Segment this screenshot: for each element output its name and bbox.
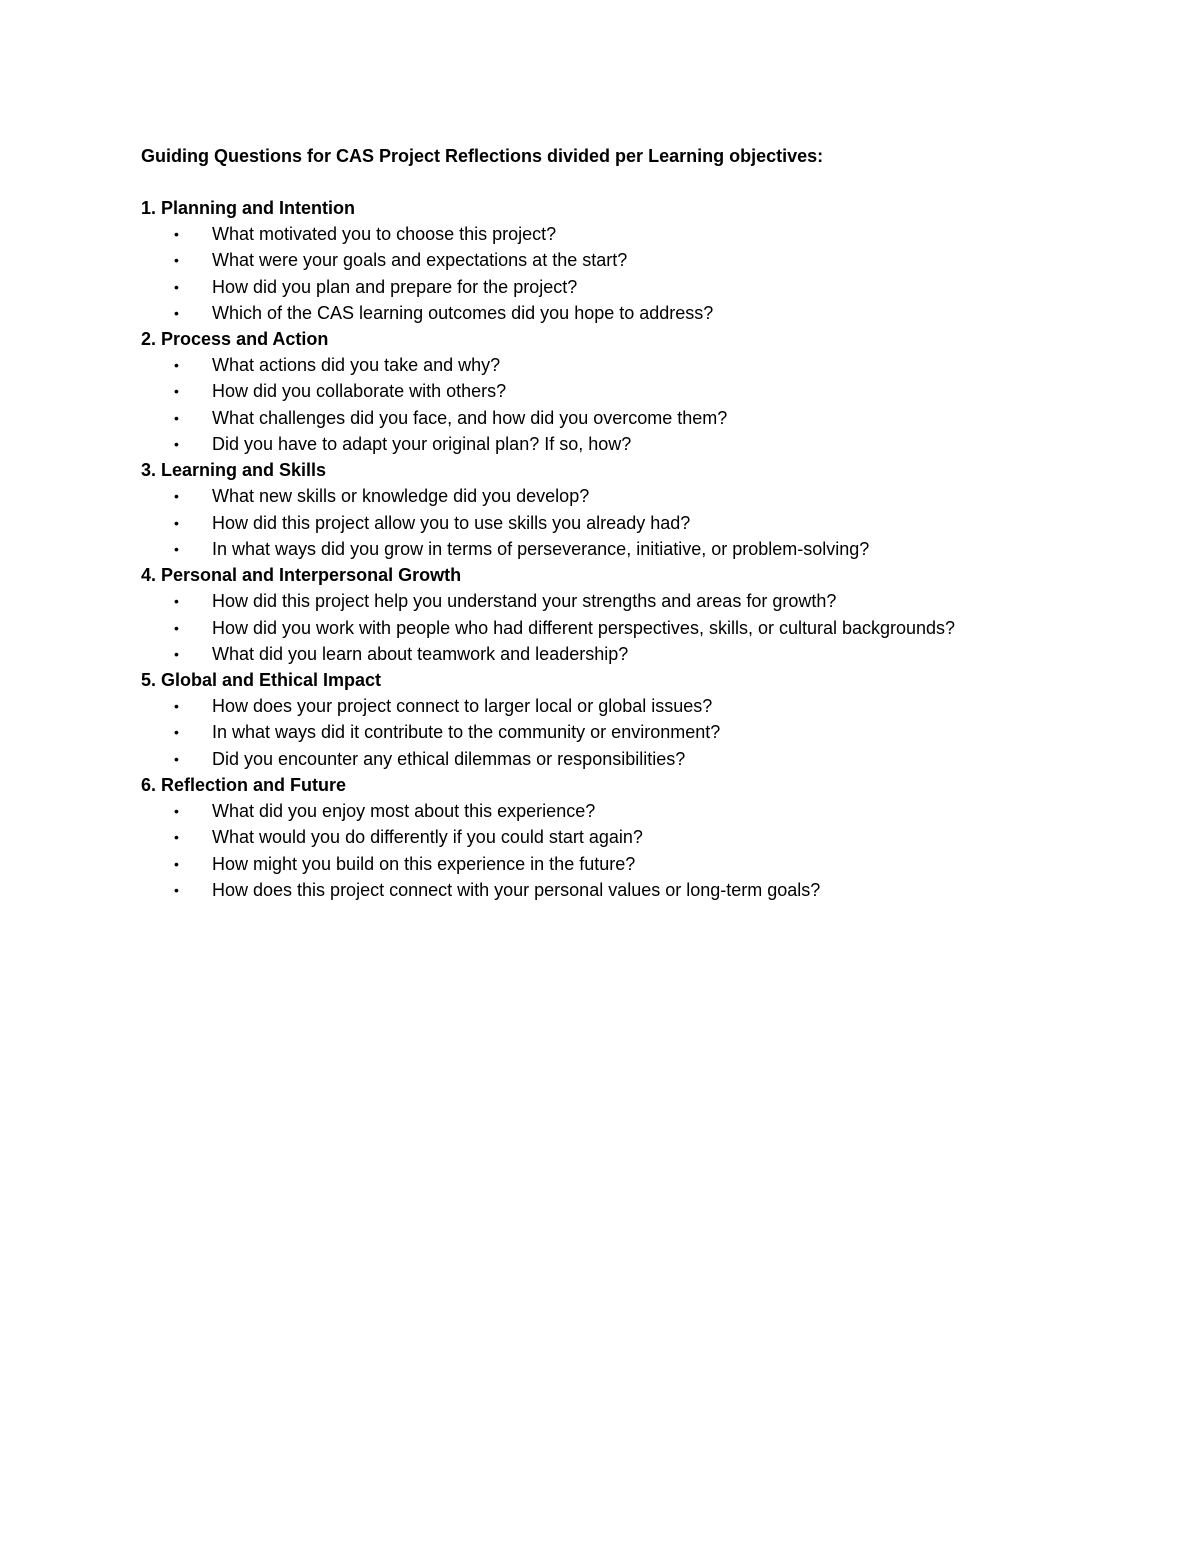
bullet-icon: •	[174, 226, 179, 242]
section-heading: 2. Process and Action	[141, 329, 329, 350]
question-item	[141, 746, 1141, 772]
bullet-icon: •	[174, 829, 179, 846]
bullet-icon: •	[174, 488, 179, 505]
bullet-icon: •	[174, 855, 179, 872]
section-heading: 4. Personal and Interpersonal Growth	[141, 565, 462, 586]
question-item	[141, 431, 1141, 457]
bullet-icon: •	[174, 881, 179, 898]
question-list	[141, 221, 1141, 326]
question-item	[141, 378, 1141, 404]
question-item	[141, 510, 1141, 536]
question-item	[141, 851, 1141, 877]
question-text: Which of the CAS learning outcomes did you hope to address?	[212, 302, 714, 323]
section-process-and-action	[141, 326, 1141, 457]
question-item	[141, 247, 1141, 273]
bullet-icon: •	[174, 383, 179, 400]
question-item	[141, 798, 1141, 824]
question-text: What would you do differently if you could start again?	[212, 827, 643, 848]
question-item	[141, 221, 1141, 247]
document-title: Guiding Questions for CAS Project Reflections divided per Learning objectives:	[141, 146, 824, 166]
section-personal-and-interpersonal-growth	[141, 562, 1141, 667]
bullet-icon: •	[174, 278, 179, 295]
question-text: How did you collaborate with others?	[212, 381, 507, 402]
question-item	[141, 615, 1141, 641]
section-heading: 6. Reflection and Future	[141, 775, 347, 796]
question-list	[141, 588, 1141, 667]
section-heading: 5. Global and Ethical Impact	[141, 670, 382, 691]
bullet-icon: •	[174, 750, 179, 767]
question-item	[141, 483, 1141, 509]
question-item	[141, 641, 1141, 667]
question-text: In what ways did you grow in terms of perseverance, initiative, or problem-solving?	[212, 538, 870, 559]
question-item	[141, 824, 1141, 850]
question-text: How did this project help you understand your strengths and areas for growth?	[212, 591, 837, 612]
question-text: What challenges did you face, and how did you overcome them?	[212, 407, 728, 428]
bullet-icon: •	[174, 436, 179, 453]
question-list	[141, 352, 1141, 457]
question-list	[141, 693, 1141, 772]
question-text: In what ways did it contribute to the community or environment?	[212, 722, 721, 743]
bullet-icon: •	[174, 514, 179, 531]
bullet-icon: •	[174, 645, 179, 662]
bullet-icon: •	[174, 698, 179, 715]
question-text: Did you encounter any ethical dilemmas or responsibilities?	[212, 748, 686, 769]
question-item	[141, 536, 1141, 562]
question-text: What were your goals and expectations at the start?	[212, 250, 628, 271]
question-text: How did you work with people who had different perspectives, skills, or cultural backgrounds?	[212, 617, 956, 638]
bullet-icon: •	[174, 724, 179, 741]
question-text: What did you enjoy most about this experience?	[212, 801, 596, 822]
section-heading: 1. Planning and Intention	[141, 198, 355, 218]
question-item	[141, 405, 1141, 431]
section-reflection-and-future	[141, 772, 1141, 903]
bullet-icon: •	[174, 593, 179, 610]
bullet-icon: •	[174, 252, 179, 269]
question-text: What new skills or knowledge did you develop?	[212, 486, 590, 507]
section-heading: 3. Learning and Skills	[141, 460, 327, 481]
question-list	[141, 483, 1141, 562]
question-item	[141, 274, 1141, 300]
question-text: How did this project allow you to use skills you already had?	[212, 512, 691, 533]
bullet-icon: •	[174, 304, 179, 321]
question-item	[141, 719, 1141, 745]
question-text: How did you plan and prepare for the project?	[212, 276, 578, 297]
question-text: How does this project connect with your personal values or long-term goals?	[212, 879, 821, 900]
question-text: How does your project connect to larger local or global issues?	[212, 696, 713, 717]
section-global-and-ethical-impact	[141, 667, 1141, 772]
question-item	[141, 693, 1141, 719]
question-text: What did you learn about teamwork and leadership?	[212, 643, 629, 664]
bullet-icon: •	[174, 540, 179, 557]
question-text: What actions did you take and why?	[212, 355, 501, 376]
question-item	[141, 877, 1141, 903]
bullet-icon: •	[174, 619, 179, 636]
bullet-icon: •	[174, 357, 179, 374]
bullet-icon: •	[174, 409, 179, 426]
bullet-icon: •	[174, 803, 179, 820]
section-learning-and-skills	[141, 457, 1141, 562]
question-item	[141, 352, 1141, 378]
question-text: Did you have to adapt your original plan? If so, how?	[212, 434, 632, 455]
question-list	[141, 798, 1141, 903]
question-text: What motivated you to choose this project?	[212, 224, 557, 244]
section-planning-and-intention	[141, 195, 1141, 326]
question-item	[141, 588, 1141, 614]
question-text: How might you build on this experience in the future?	[212, 853, 636, 874]
document-content	[141, 143, 1141, 903]
question-item	[141, 300, 1141, 326]
